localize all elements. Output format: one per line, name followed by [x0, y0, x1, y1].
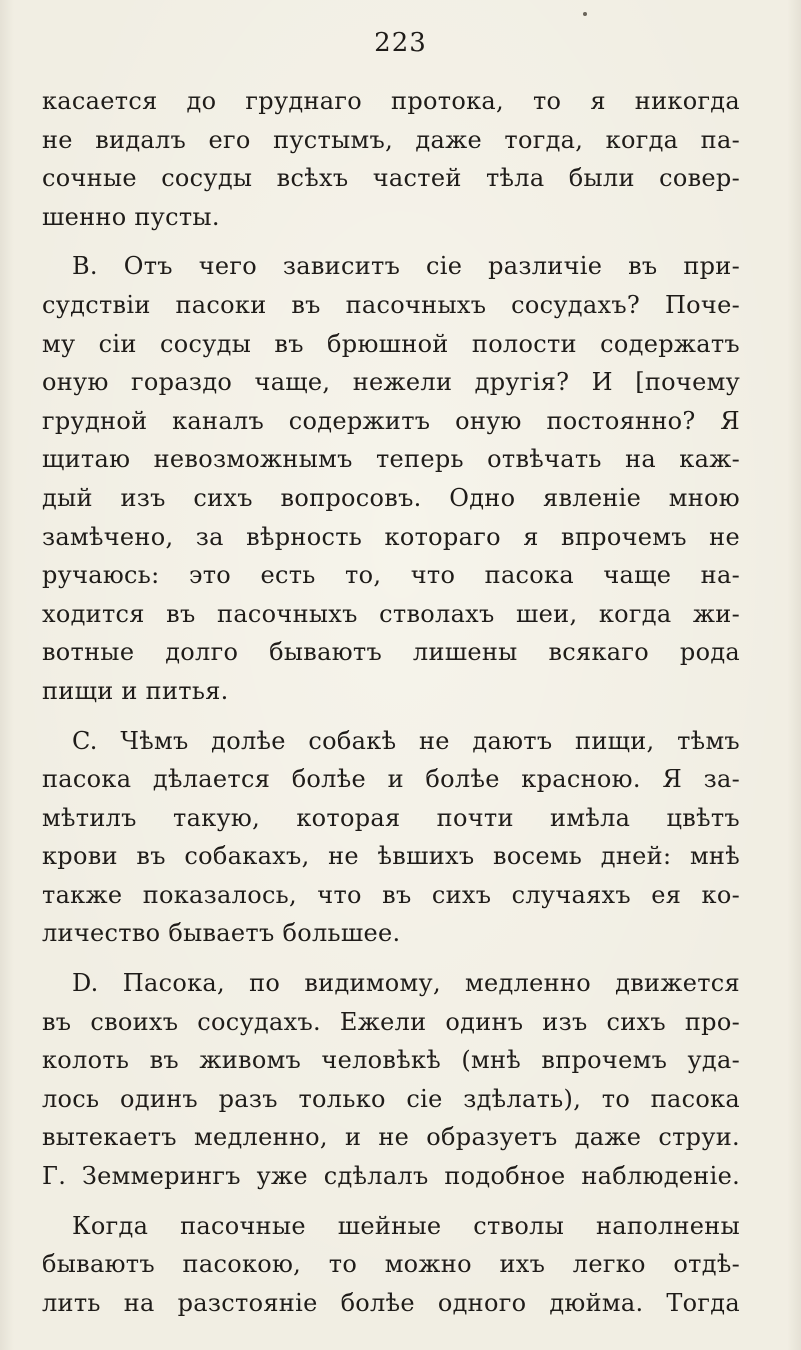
- text-line: колоть въ живомъ человѣкѣ (мнѣ впрочемъ уда-: [42, 1046, 740, 1075]
- page-number: 223: [374, 28, 427, 58]
- text-line: въ своихъ сосудахъ. Ежели одинъ изъ сихъ про-: [42, 1007, 740, 1036]
- text-line: пасока дѣлается болѣе и болѣе красною. Я за-: [42, 765, 740, 794]
- text-line: вытекаетъ медленно, и не образуетъ даже струи.: [42, 1123, 740, 1152]
- text-line: пищи и питья.: [42, 676, 229, 705]
- text-line: ходится въ пасочныхъ стволахъ шеи, когда жи-: [42, 599, 740, 628]
- text-line: бываютъ пасокою, то можно ихъ легко отдѣ-: [42, 1250, 740, 1279]
- text-line: му сіи сосуды въ брюшной полости содержатъ: [42, 329, 740, 358]
- text-line: вотные долго бываютъ лишены всякаго рода: [42, 638, 740, 667]
- text-line: замѣчено, за вѣрность котораго я впрочемъ не: [42, 522, 740, 551]
- paragraph-d: [42, 964, 740, 1196]
- text-line: Когда пасочные шейные стволы наполнены: [72, 1211, 740, 1240]
- text-line: лось одинъ разъ только сіе здѣлать), то пасока: [42, 1084, 740, 1113]
- text-line: крови въ собакахъ, не ѣвшихъ восемь дней: мнѣ: [42, 842, 740, 871]
- text-line: оную гораздо чаще, нежели другія? И [почему: [42, 368, 740, 397]
- text-line: грудной каналъ содержитъ оную постоянно? Я: [42, 406, 740, 435]
- text-line: D. Пасока, по видимому, медленно движется: [72, 969, 740, 998]
- text-line: щитаю невозможнымъ теперь отвѣчать на каж-: [42, 445, 740, 474]
- text-line: мѣтилъ такую, которая почти имѣла цвѣтъ: [42, 803, 740, 832]
- paragraph-continuation: [42, 82, 740, 236]
- paragraph-c: [42, 722, 740, 954]
- text-line: касается до груднаго протока, то я никогда: [42, 87, 740, 115]
- paragraph-e: [42, 1207, 740, 1323]
- ink-speck: [583, 12, 587, 16]
- text-line: дый изъ сихъ вопросовъ. Одно явленіе мною: [42, 483, 740, 512]
- text-line: также показалось, что въ сихъ случаяхъ ея ко-: [42, 880, 740, 909]
- paragraph-b: [42, 247, 740, 710]
- text-line: B. Отъ чего зависитъ сіе различіе въ при-: [72, 252, 740, 281]
- text-line: Г. Земмерингъ уже сдѣлалъ подобное наблюденіе.: [42, 1162, 740, 1191]
- body-text: [42, 82, 740, 1333]
- text-line: сочные сосуды всѣхъ частей тѣла были совер-: [42, 164, 740, 193]
- text-line: лить на разстояніе болѣе одного дюйма. Тогда: [42, 1288, 740, 1317]
- text-line: личество бываетъ большее.: [42, 919, 401, 948]
- text-line: C. Чѣмъ долѣе собакѣ не даютъ пищи, тѣмъ: [72, 726, 740, 755]
- text-line: судствіи пасоки въ пасочныхъ сосудахъ? Поче-: [42, 290, 740, 319]
- text-line: ручаюсь: это есть то, что пасока чаще на-: [42, 561, 740, 590]
- text-line: шенно пусты.: [42, 202, 220, 231]
- text-line: не видалъ его пустымъ, даже тогда, когда па-: [42, 125, 740, 154]
